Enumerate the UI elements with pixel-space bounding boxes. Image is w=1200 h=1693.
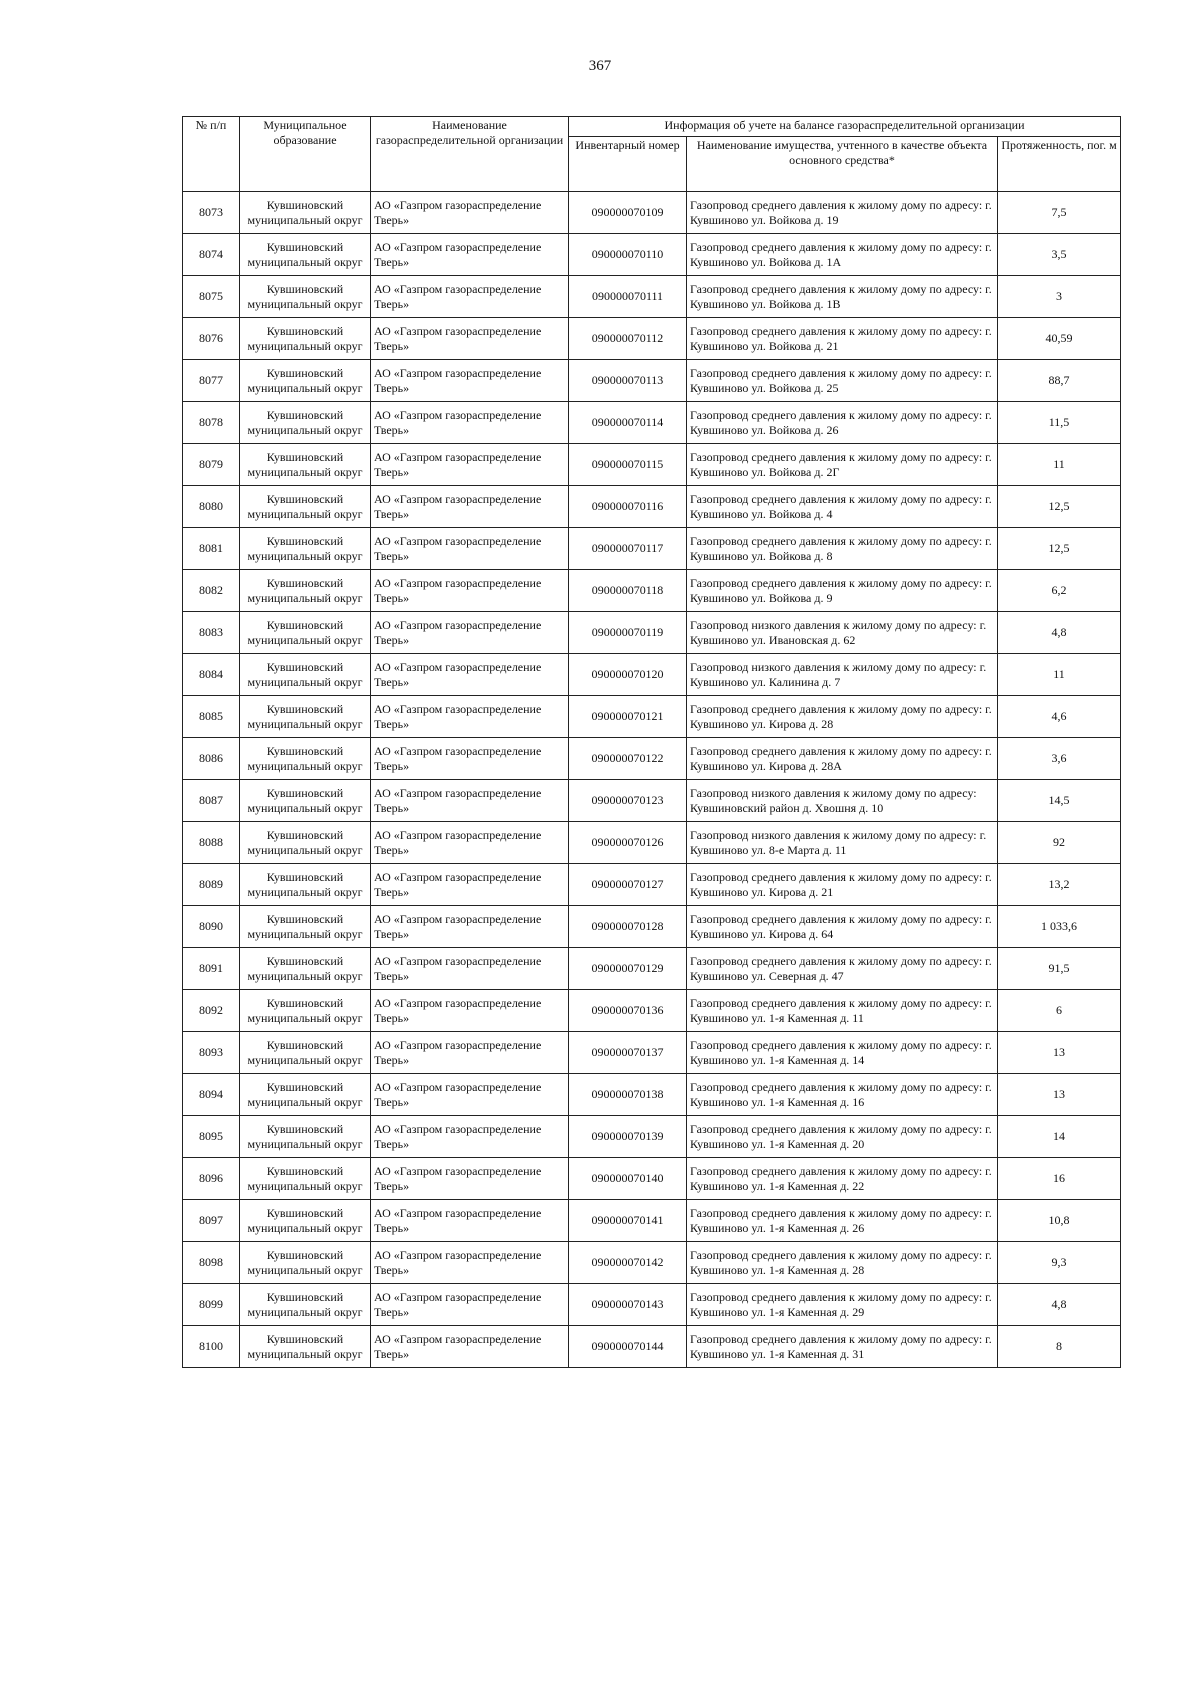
cell-municipality: Кувшиновский муниципальный округ	[240, 906, 371, 948]
cell-property-name: Газопровод среднего давления к жилому дому по адресу: г. Кувшиново ул. Войкова д. 25	[687, 360, 998, 402]
table-row	[183, 1158, 1121, 1200]
table-row	[183, 948, 1121, 990]
cell-property-name: Газопровод низкого давления к жилому дому по адресу: г. Кувшиново ул. Ивановская д. 62	[687, 612, 998, 654]
header-property-name: Наименование имущества, учтенного в качестве объекта основного средства*	[687, 137, 998, 192]
cell-property-name: Газопровод среднего давления к жилому дому по адресу: г. Кувшиново ул. 1-я Каменная д. 29	[687, 1284, 998, 1326]
cell-organization: АО «Газпром газораспределение Тверь»	[371, 780, 569, 822]
cell-num: 8078	[183, 402, 240, 444]
cell-inventory-number: 090000070119	[569, 612, 687, 654]
cell-length: 11	[998, 444, 1121, 486]
cell-inventory-number: 090000070142	[569, 1242, 687, 1284]
cell-municipality: Кувшиновский муниципальный округ	[240, 1242, 371, 1284]
cell-num: 8092	[183, 990, 240, 1032]
cell-organization: АО «Газпром газораспределение Тверь»	[371, 444, 569, 486]
cell-property-name: Газопровод среднего давления к жилому дому по адресу: г. Кувшиново ул. 1-я Каменная д. 28	[687, 1242, 998, 1284]
cell-length: 1 033,6	[998, 906, 1121, 948]
cell-inventory-number: 090000070112	[569, 318, 687, 360]
cell-organization: АО «Газпром газораспределение Тверь»	[371, 318, 569, 360]
header-municipality: Муниципальное образование	[240, 117, 371, 192]
cell-inventory-number: 090000070115	[569, 444, 687, 486]
cell-municipality: Кувшиновский муниципальный округ	[240, 192, 371, 234]
cell-organization: АО «Газпром газораспределение Тверь»	[371, 276, 569, 318]
table-row	[183, 1242, 1121, 1284]
cell-num: 8091	[183, 948, 240, 990]
cell-organization: АО «Газпром газораспределение Тверь»	[371, 654, 569, 696]
cell-property-name: Газопровод среднего давления к жилому дому по адресу: г. Кувшиново ул. 1-я Каменная д. 26	[687, 1200, 998, 1242]
table-row	[183, 318, 1121, 360]
cell-property-name: Газопровод среднего давления к жилому дому по адресу: г. Кувшиново ул. Войкова д. 1А	[687, 234, 998, 276]
table-row	[183, 570, 1121, 612]
table-row	[183, 1116, 1121, 1158]
cell-num: 8076	[183, 318, 240, 360]
cell-length: 11,5	[998, 402, 1121, 444]
cell-num: 8085	[183, 696, 240, 738]
cell-length: 13	[998, 1032, 1121, 1074]
table-row	[183, 780, 1121, 822]
cell-num: 8075	[183, 276, 240, 318]
cell-municipality: Кувшиновский муниципальный округ	[240, 822, 371, 864]
cell-inventory-number: 090000070141	[569, 1200, 687, 1242]
cell-num: 8100	[183, 1326, 240, 1368]
cell-num: 8097	[183, 1200, 240, 1242]
cell-length: 14,5	[998, 780, 1121, 822]
cell-property-name: Газопровод среднего давления к жилому дому по адресу: г. Кувшиново ул. Войкова д. 8	[687, 528, 998, 570]
cell-municipality: Кувшиновский муниципальный округ	[240, 444, 371, 486]
cell-inventory-number: 090000070118	[569, 570, 687, 612]
cell-property-name: Газопровод среднего давления к жилому дому по адресу: г. Кувшиново ул. 1-я Каменная д. 31	[687, 1326, 998, 1368]
cell-municipality: Кувшиновский муниципальный округ	[240, 1200, 371, 1242]
cell-organization: АО «Газпром газораспределение Тверь»	[371, 528, 569, 570]
cell-length: 10,8	[998, 1200, 1121, 1242]
cell-property-name: Газопровод среднего давления к жилому дому по адресу: г. Кувшиново ул. Войкова д. 4	[687, 486, 998, 528]
cell-property-name: Газопровод низкого давления к жилому дому по адресу: г. Кувшиново ул. 8-е Марта д. 11	[687, 822, 998, 864]
cell-length: 3,6	[998, 738, 1121, 780]
cell-num: 8077	[183, 360, 240, 402]
cell-inventory-number: 090000070144	[569, 1326, 687, 1368]
cell-property-name: Газопровод среднего давления к жилому дому по адресу: г. Кувшиново ул. Войкова д. 1В	[687, 276, 998, 318]
cell-num: 8079	[183, 444, 240, 486]
cell-organization: АО «Газпром газораспределение Тверь»	[371, 1326, 569, 1368]
table-body	[183, 192, 1121, 1368]
cell-num: 8099	[183, 1284, 240, 1326]
cell-inventory-number: 090000070136	[569, 990, 687, 1032]
cell-inventory-number: 090000070111	[569, 276, 687, 318]
cell-length: 92	[998, 822, 1121, 864]
cell-property-name: Газопровод среднего давления к жилому дому по адресу: г. Кувшиново ул. Войкова д. 2Г	[687, 444, 998, 486]
table-row	[183, 360, 1121, 402]
table-row	[183, 276, 1121, 318]
cell-property-name: Газопровод низкого давления к жилому дому по адресу: г. Кувшиново ул. Калинина д. 7	[687, 654, 998, 696]
cell-inventory-number: 090000070117	[569, 528, 687, 570]
table-row	[183, 864, 1121, 906]
table-row	[183, 696, 1121, 738]
cell-organization: АО «Газпром газораспределение Тверь»	[371, 1116, 569, 1158]
cell-organization: АО «Газпром газораспределение Тверь»	[371, 696, 569, 738]
table-row	[183, 822, 1121, 864]
cell-organization: АО «Газпром газораспределение Тверь»	[371, 738, 569, 780]
cell-num: 8080	[183, 486, 240, 528]
table-row	[183, 192, 1121, 234]
cell-num: 8098	[183, 1242, 240, 1284]
cell-municipality: Кувшиновский муниципальный округ	[240, 570, 371, 612]
cell-num: 8093	[183, 1032, 240, 1074]
cell-municipality: Кувшиновский муниципальный округ	[240, 864, 371, 906]
cell-organization: АО «Газпром газораспределение Тверь»	[371, 906, 569, 948]
cell-property-name: Газопровод среднего давления к жилому дому по адресу: г. Кувшиново ул. Войкова д. 26	[687, 402, 998, 444]
cell-organization: АО «Газпром газораспределение Тверь»	[371, 1242, 569, 1284]
cell-length: 12,5	[998, 486, 1121, 528]
cell-municipality: Кувшиновский муниципальный округ	[240, 1074, 371, 1116]
cell-inventory-number: 090000070137	[569, 1032, 687, 1074]
cell-organization: АО «Газпром газораспределение Тверь»	[371, 1074, 569, 1116]
cell-num: 8074	[183, 234, 240, 276]
cell-length: 40,59	[998, 318, 1121, 360]
cell-num: 8088	[183, 822, 240, 864]
table-row	[183, 486, 1121, 528]
cell-municipality: Кувшиновский муниципальный округ	[240, 948, 371, 990]
page-number: 367	[588, 58, 612, 74]
header-length: Протяженность, пог. м	[998, 137, 1121, 192]
cell-property-name: Газопровод среднего давления к жилому дому по адресу: г. Кувшиново ул. Войкова д. 9	[687, 570, 998, 612]
cell-municipality: Кувшиновский муниципальный округ	[240, 1326, 371, 1368]
table-row	[183, 1032, 1121, 1074]
cell-length: 4,8	[998, 1284, 1121, 1326]
cell-length: 4,8	[998, 612, 1121, 654]
cell-num: 8084	[183, 654, 240, 696]
cell-municipality: Кувшиновский муниципальный округ	[240, 738, 371, 780]
cell-organization: АО «Газпром газораспределение Тверь»	[371, 822, 569, 864]
cell-organization: АО «Газпром газораспределение Тверь»	[371, 1032, 569, 1074]
cell-length: 3,5	[998, 234, 1121, 276]
table-row	[183, 738, 1121, 780]
cell-municipality: Кувшиновский муниципальный округ	[240, 1032, 371, 1074]
cell-num: 8086	[183, 738, 240, 780]
cell-length: 9,3	[998, 1242, 1121, 1284]
cell-length: 12,5	[998, 528, 1121, 570]
cell-length: 7,5	[998, 192, 1121, 234]
cell-property-name: Газопровод среднего давления к жилому дому по адресу: г. Кувшиново ул. Кирова д. 28А	[687, 738, 998, 780]
table-row	[183, 1284, 1121, 1326]
cell-municipality: Кувшиновский муниципальный округ	[240, 528, 371, 570]
cell-num: 8083	[183, 612, 240, 654]
property-register-table	[182, 116, 1121, 1368]
cell-inventory-number: 090000070129	[569, 948, 687, 990]
cell-inventory-number: 090000070110	[569, 234, 687, 276]
cell-property-name: Газопровод среднего давления к жилому дому по адресу: г. Кувшиново ул. 1-я Каменная д. 20	[687, 1116, 998, 1158]
cell-property-name: Газопровод низкого давления к жилому дому по адресу: Кувшиновский район д. Хвошня д. 10	[687, 780, 998, 822]
table-row	[183, 402, 1121, 444]
cell-property-name: Газопровод среднего давления к жилому дому по адресу: г. Кувшиново ул. Кирова д. 21	[687, 864, 998, 906]
cell-num: 8073	[183, 192, 240, 234]
cell-num: 8082	[183, 570, 240, 612]
table-row	[183, 444, 1121, 486]
cell-property-name: Газопровод среднего давления к жилому дому по адресу: г. Кувшиново ул. Кирова д. 28	[687, 696, 998, 738]
cell-property-name: Газопровод среднего давления к жилому дому по адресу: г. Кувшиново ул. 1-я Каменная д. 22	[687, 1158, 998, 1200]
cell-num: 8087	[183, 780, 240, 822]
cell-organization: АО «Газпром газораспределение Тверь»	[371, 360, 569, 402]
cell-inventory-number: 090000070114	[569, 402, 687, 444]
cell-inventory-number: 090000070138	[569, 1074, 687, 1116]
cell-inventory-number: 090000070139	[569, 1116, 687, 1158]
cell-length: 8	[998, 1326, 1121, 1368]
cell-length: 13	[998, 1074, 1121, 1116]
cell-length: 4,6	[998, 696, 1121, 738]
cell-inventory-number: 090000070126	[569, 822, 687, 864]
cell-organization: АО «Газпром газораспределение Тверь»	[371, 570, 569, 612]
cell-num: 8094	[183, 1074, 240, 1116]
header-organization: Наименование газораспределительной организации	[371, 117, 569, 192]
header-balance-info: Информация об учете на балансе газораспределительной организации	[569, 117, 1121, 137]
cell-inventory-number: 090000070123	[569, 780, 687, 822]
cell-property-name: Газопровод среднего давления к жилому дому по адресу: г. Кувшиново ул. Войкова д. 21	[687, 318, 998, 360]
cell-municipality: Кувшиновский муниципальный округ	[240, 1158, 371, 1200]
cell-property-name: Газопровод среднего давления к жилому дому по адресу: г. Кувшиново ул. Северная д. 47	[687, 948, 998, 990]
cell-length: 3	[998, 276, 1121, 318]
table-header	[183, 117, 1121, 192]
cell-num: 8089	[183, 864, 240, 906]
cell-inventory-number: 090000070140	[569, 1158, 687, 1200]
cell-length: 88,7	[998, 360, 1121, 402]
cell-municipality: Кувшиновский муниципальный округ	[240, 486, 371, 528]
cell-organization: АО «Газпром газораспределение Тверь»	[371, 990, 569, 1032]
cell-organization: АО «Газпром газораспределение Тверь»	[371, 1200, 569, 1242]
cell-property-name: Газопровод среднего давления к жилому дому по адресу: г. Кувшиново ул. 1-я Каменная д. 16	[687, 1074, 998, 1116]
cell-length: 13,2	[998, 864, 1121, 906]
cell-inventory-number: 090000070127	[569, 864, 687, 906]
cell-municipality: Кувшиновский муниципальный округ	[240, 360, 371, 402]
cell-inventory-number: 090000070113	[569, 360, 687, 402]
cell-organization: АО «Газпром газораспределение Тверь»	[371, 402, 569, 444]
cell-inventory-number: 090000070116	[569, 486, 687, 528]
cell-inventory-number: 090000070120	[569, 654, 687, 696]
cell-municipality: Кувшиновский муниципальный округ	[240, 1284, 371, 1326]
cell-num: 8081	[183, 528, 240, 570]
cell-inventory-number: 090000070121	[569, 696, 687, 738]
cell-inventory-number: 090000070109	[569, 192, 687, 234]
cell-organization: АО «Газпром газораспределение Тверь»	[371, 1284, 569, 1326]
cell-inventory-number: 090000070128	[569, 906, 687, 948]
table-row	[183, 1074, 1121, 1116]
cell-municipality: Кувшиновский муниципальный округ	[240, 402, 371, 444]
cell-organization: АО «Газпром газораспределение Тверь»	[371, 1158, 569, 1200]
cell-municipality: Кувшиновский муниципальный округ	[240, 612, 371, 654]
cell-property-name: Газопровод среднего давления к жилому дому по адресу: г. Кувшиново ул. 1-я Каменная д. 11	[687, 990, 998, 1032]
table-row	[183, 1326, 1121, 1368]
cell-length: 16	[998, 1158, 1121, 1200]
cell-municipality: Кувшиновский муниципальный округ	[240, 654, 371, 696]
cell-num: 8090	[183, 906, 240, 948]
cell-organization: АО «Газпром газораспределение Тверь»	[371, 486, 569, 528]
cell-num: 8095	[183, 1116, 240, 1158]
cell-organization: АО «Газпром газораспределение Тверь»	[371, 192, 569, 234]
table-row	[183, 528, 1121, 570]
table-row	[183, 990, 1121, 1032]
cell-property-name: Газопровод среднего давления к жилому дому по адресу: г. Кувшиново ул. Войкова д. 19	[687, 192, 998, 234]
cell-municipality: Кувшиновский муниципальный округ	[240, 234, 371, 276]
cell-length: 14	[998, 1116, 1121, 1158]
cell-length: 91,5	[998, 948, 1121, 990]
cell-organization: АО «Газпром газораспределение Тверь»	[371, 948, 569, 990]
cell-length: 11	[998, 654, 1121, 696]
table-row	[183, 906, 1121, 948]
cell-municipality: Кувшиновский муниципальный округ	[240, 990, 371, 1032]
cell-length: 6,2	[998, 570, 1121, 612]
table-row	[183, 612, 1121, 654]
cell-inventory-number: 090000070143	[569, 1284, 687, 1326]
cell-organization: АО «Газпром газораспределение Тверь»	[371, 612, 569, 654]
cell-property-name: Газопровод среднего давления к жилому дому по адресу: г. Кувшиново ул. 1-я Каменная д. 14	[687, 1032, 998, 1074]
cell-property-name: Газопровод среднего давления к жилому дому по адресу: г. Кувшиново ул. Кирова д. 64	[687, 906, 998, 948]
table-row	[183, 234, 1121, 276]
header-inventory-number: Инвентарный номер	[569, 137, 687, 192]
cell-municipality: Кувшиновский муниципальный округ	[240, 696, 371, 738]
cell-municipality: Кувшиновский муниципальный округ	[240, 780, 371, 822]
cell-organization: АО «Газпром газораспределение Тверь»	[371, 234, 569, 276]
table-row	[183, 1200, 1121, 1242]
cell-inventory-number: 090000070122	[569, 738, 687, 780]
cell-organization: АО «Газпром газораспределение Тверь»	[371, 864, 569, 906]
cell-num: 8096	[183, 1158, 240, 1200]
table-row	[183, 654, 1121, 696]
cell-municipality: Кувшиновский муниципальный округ	[240, 318, 371, 360]
header-num: № п/п	[183, 117, 240, 192]
cell-municipality: Кувшиновский муниципальный округ	[240, 276, 371, 318]
cell-municipality: Кувшиновский муниципальный округ	[240, 1116, 371, 1158]
cell-length: 6	[998, 990, 1121, 1032]
